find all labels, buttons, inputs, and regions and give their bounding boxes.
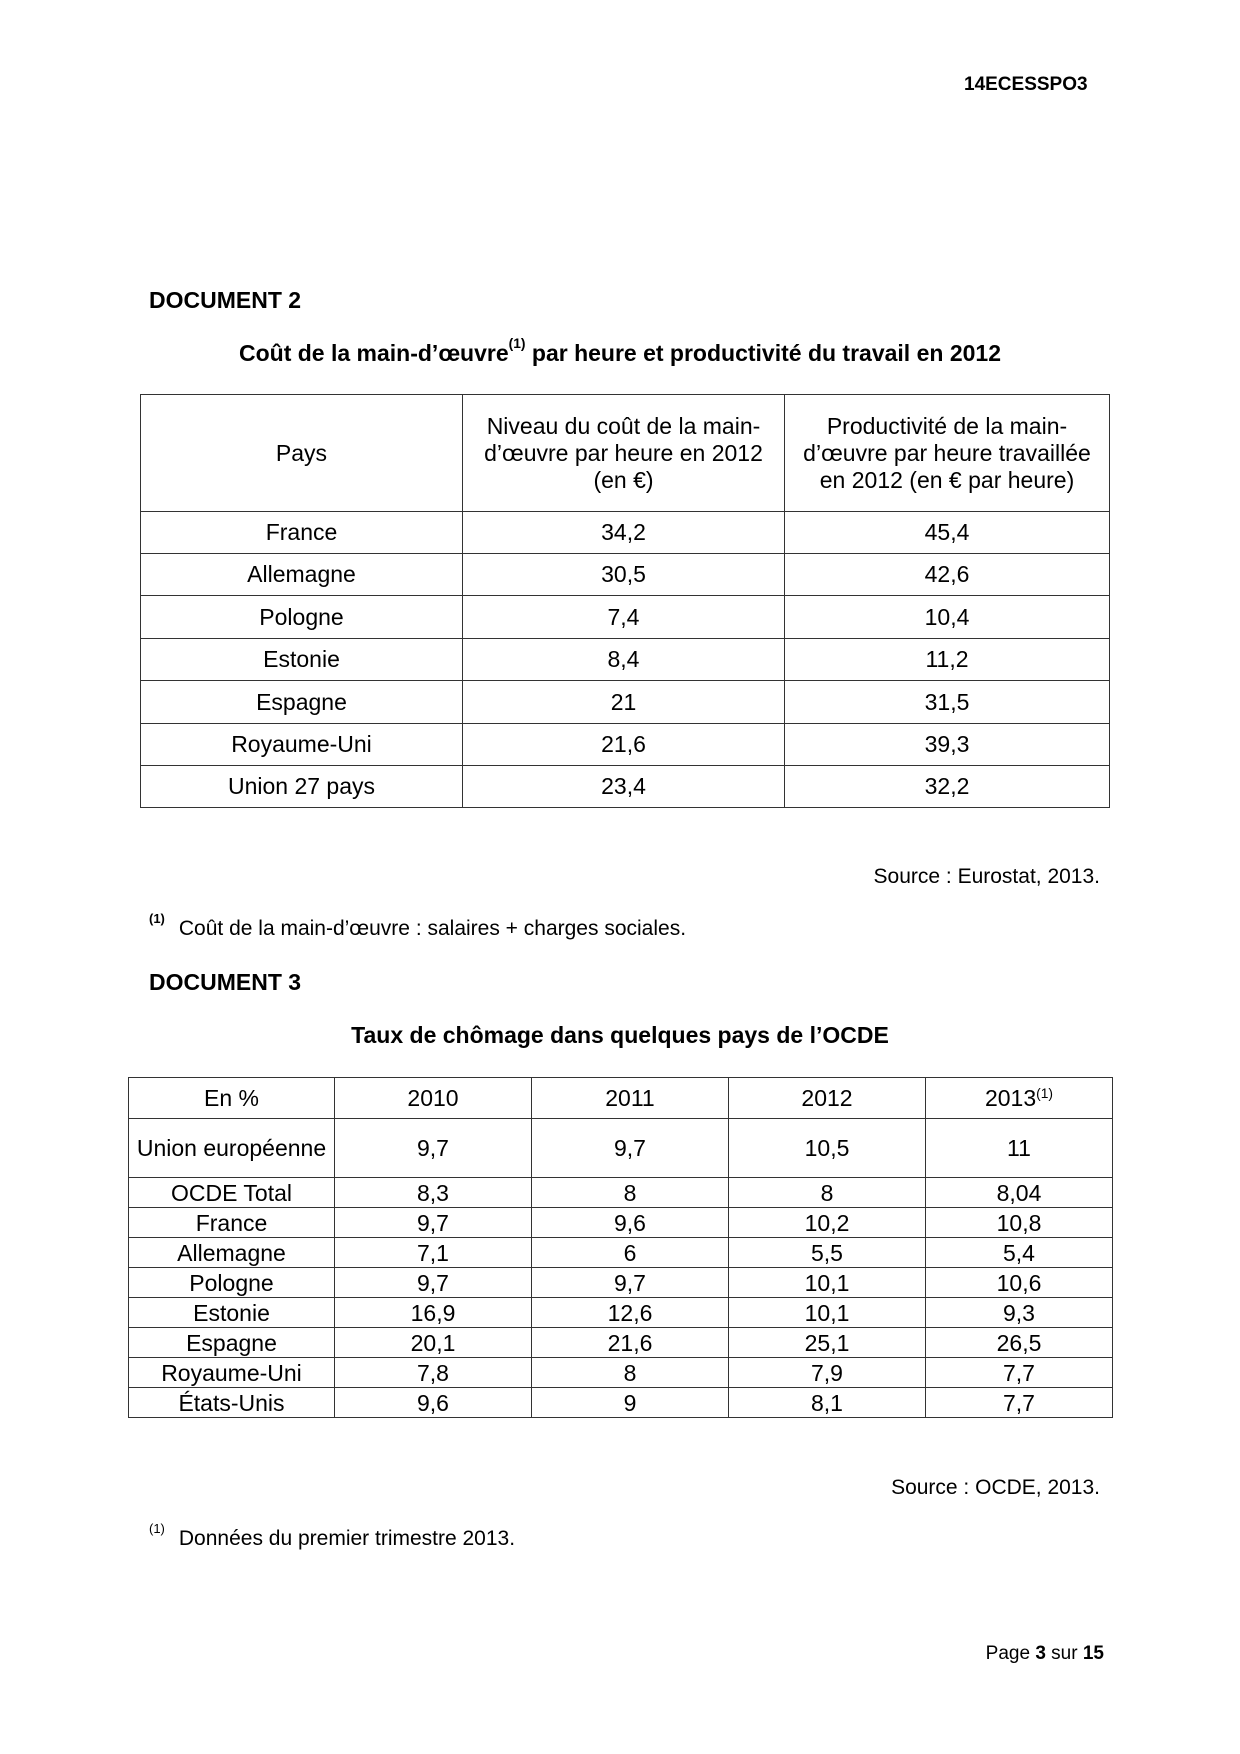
table-cell: 10,1 bbox=[729, 1298, 926, 1328]
table-cell: 8,4 bbox=[463, 639, 785, 681]
doc3-header-row bbox=[129, 1078, 1113, 1119]
table-cell: Union européenne bbox=[129, 1119, 335, 1178]
doc3-table bbox=[128, 1077, 1113, 1418]
table-cell: 31,5 bbox=[785, 681, 1110, 724]
table-cell: 26,5 bbox=[926, 1328, 1113, 1358]
table-cell: 23,4 bbox=[463, 766, 785, 808]
doc3-heading: DOCUMENT 3 bbox=[149, 969, 302, 995]
table-cell: 9,3 bbox=[926, 1298, 1113, 1328]
table-cell: 30,5 bbox=[463, 554, 785, 596]
table-cell: 7,7 bbox=[926, 1358, 1113, 1388]
table-cell: Pologne bbox=[129, 1268, 335, 1298]
document-code: 14ECESSPO3 bbox=[964, 74, 1088, 95]
table-cell: 16,9 bbox=[335, 1298, 532, 1328]
table-row bbox=[129, 1328, 1113, 1358]
table-cell: Royaume-Uni bbox=[141, 724, 463, 766]
doc2-header-row bbox=[141, 395, 1110, 512]
doc3-footnote-marker: (1) bbox=[149, 1521, 165, 1536]
table-cell: Royaume-Uni bbox=[129, 1358, 335, 1388]
table-cell: 10,6 bbox=[926, 1268, 1113, 1298]
table-cell: 45,4 bbox=[785, 512, 1110, 554]
table-cell: 8,1 bbox=[729, 1388, 926, 1418]
table-cell: 11 bbox=[926, 1119, 1113, 1178]
page-current: 3 bbox=[1035, 1643, 1046, 1664]
table-cell: 9,7 bbox=[335, 1268, 532, 1298]
table-cell: 6 bbox=[532, 1238, 729, 1268]
doc2-title bbox=[0, 336, 1240, 367]
doc2-footnote-text: Coût de la main-d’œuvre : salaires + charges sociales. bbox=[178, 917, 687, 940]
doc2-title-part2: par heure et productivité du travail en 2012 bbox=[525, 340, 1001, 366]
table-cell: 10,8 bbox=[926, 1208, 1113, 1238]
table-cell: Union 27 pays bbox=[141, 766, 463, 808]
doc2-col-header: Productivité de la main-d’œuvre par heure travaillée en 2012 (en € par heure) bbox=[785, 395, 1110, 512]
table-cell: 9,7 bbox=[335, 1208, 532, 1238]
table-cell: 7,1 bbox=[335, 1238, 532, 1268]
table-cell: 21,6 bbox=[463, 724, 785, 766]
table-row bbox=[129, 1178, 1113, 1208]
table-cell: Espagne bbox=[141, 681, 463, 724]
doc3-col-header: 2010 bbox=[335, 1078, 532, 1119]
table-row bbox=[129, 1268, 1113, 1298]
table-cell: 8 bbox=[532, 1358, 729, 1388]
table-cell: 9,7 bbox=[335, 1119, 532, 1178]
table-cell: 5,4 bbox=[926, 1238, 1113, 1268]
table-row bbox=[129, 1208, 1113, 1238]
doc3-col-header: En % bbox=[129, 1078, 335, 1119]
doc2-title-part1: Coût de la main-d’œuvre bbox=[238, 340, 509, 366]
table-cell: France bbox=[129, 1208, 335, 1238]
table-cell: 10,4 bbox=[785, 596, 1110, 639]
doc2-source: Source : Eurostat, 2013. bbox=[873, 865, 1100, 888]
table-row bbox=[129, 1238, 1113, 1268]
table-cell: 32,2 bbox=[785, 766, 1110, 808]
table-cell: 8 bbox=[532, 1178, 729, 1208]
table-cell: Estonie bbox=[129, 1298, 335, 1328]
table-cell: Allemagne bbox=[129, 1238, 335, 1268]
table-cell: 25,1 bbox=[729, 1328, 926, 1358]
doc2-title-footnote-marker: (1) bbox=[508, 336, 526, 351]
table-cell: États-Unis bbox=[129, 1388, 335, 1418]
table-cell: 10,5 bbox=[729, 1119, 926, 1178]
doc3-footnote bbox=[149, 1521, 516, 1551]
table-cell: 8,3 bbox=[335, 1178, 532, 1208]
table-cell: 12,6 bbox=[532, 1298, 729, 1328]
doc3-source: Source : OCDE, 2013. bbox=[891, 1476, 1100, 1499]
table-cell: 34,2 bbox=[463, 512, 785, 554]
table-cell: 7,4 bbox=[463, 596, 785, 639]
table-cell: 10,2 bbox=[729, 1208, 926, 1238]
table-cell: 9,7 bbox=[532, 1119, 729, 1178]
table-row bbox=[141, 681, 1110, 724]
table-cell: 7,9 bbox=[729, 1358, 926, 1388]
table-row bbox=[141, 639, 1110, 681]
table-row bbox=[141, 766, 1110, 808]
table-cell: 21 bbox=[463, 681, 785, 724]
table-row bbox=[141, 724, 1110, 766]
table-row bbox=[129, 1388, 1113, 1418]
table-row bbox=[129, 1119, 1113, 1178]
doc3-col-footnote-marker: (1) bbox=[1036, 1086, 1054, 1101]
table-cell: 20,1 bbox=[335, 1328, 532, 1358]
doc3-col-header-text: 2013 bbox=[984, 1085, 1037, 1111]
table-row bbox=[129, 1358, 1113, 1388]
table-cell: 9 bbox=[532, 1388, 729, 1418]
table-row bbox=[141, 554, 1110, 596]
table-cell: 10,1 bbox=[729, 1268, 926, 1298]
table-cell: OCDE Total bbox=[129, 1178, 335, 1208]
table-cell: Pologne bbox=[141, 596, 463, 639]
doc3-col-header bbox=[926, 1078, 1113, 1119]
table-cell: 7,7 bbox=[926, 1388, 1113, 1418]
table-cell: 39,3 bbox=[785, 724, 1110, 766]
doc3-col-header: 2012 bbox=[729, 1078, 926, 1119]
doc2-table bbox=[140, 394, 1110, 808]
page-sep: sur bbox=[1051, 1643, 1078, 1664]
table-cell: 9,6 bbox=[532, 1208, 729, 1238]
table-cell: 9,6 bbox=[335, 1388, 532, 1418]
doc2-footnote bbox=[149, 911, 687, 941]
doc3-footnote-text: Données du premier trimestre 2013. bbox=[178, 1527, 516, 1550]
table-cell: Espagne bbox=[129, 1328, 335, 1358]
table-row bbox=[141, 596, 1110, 639]
table-cell: Allemagne bbox=[141, 554, 463, 596]
doc2-col-header: Niveau du coût de la main-d’œuvre par heure en 2012 (en €) bbox=[463, 395, 785, 512]
table-cell: 9,7 bbox=[532, 1268, 729, 1298]
table-row bbox=[129, 1298, 1113, 1328]
doc2-col-header: Pays bbox=[141, 395, 463, 512]
table-cell: 21,6 bbox=[532, 1328, 729, 1358]
page-total: 15 bbox=[1082, 1643, 1104, 1664]
table-cell: 5,5 bbox=[729, 1238, 926, 1268]
table-cell: 8,04 bbox=[926, 1178, 1113, 1208]
table-row bbox=[141, 512, 1110, 554]
table-cell: France bbox=[141, 512, 463, 554]
table-cell: 8 bbox=[729, 1178, 926, 1208]
page-label: Page bbox=[985, 1643, 1031, 1664]
doc2-heading: DOCUMENT 2 bbox=[149, 287, 302, 313]
doc3-title: Taux de chômage dans quelques pays de l’OCDE bbox=[351, 1022, 889, 1048]
doc3-col-header: 2011 bbox=[532, 1078, 729, 1119]
table-cell: 7,8 bbox=[335, 1358, 532, 1388]
doc2-footnote-marker: (1) bbox=[149, 911, 165, 926]
table-cell: 11,2 bbox=[785, 639, 1110, 681]
table-cell: 42,6 bbox=[785, 554, 1110, 596]
table-cell: Estonie bbox=[141, 639, 463, 681]
page-number bbox=[970, 1643, 1104, 1665]
